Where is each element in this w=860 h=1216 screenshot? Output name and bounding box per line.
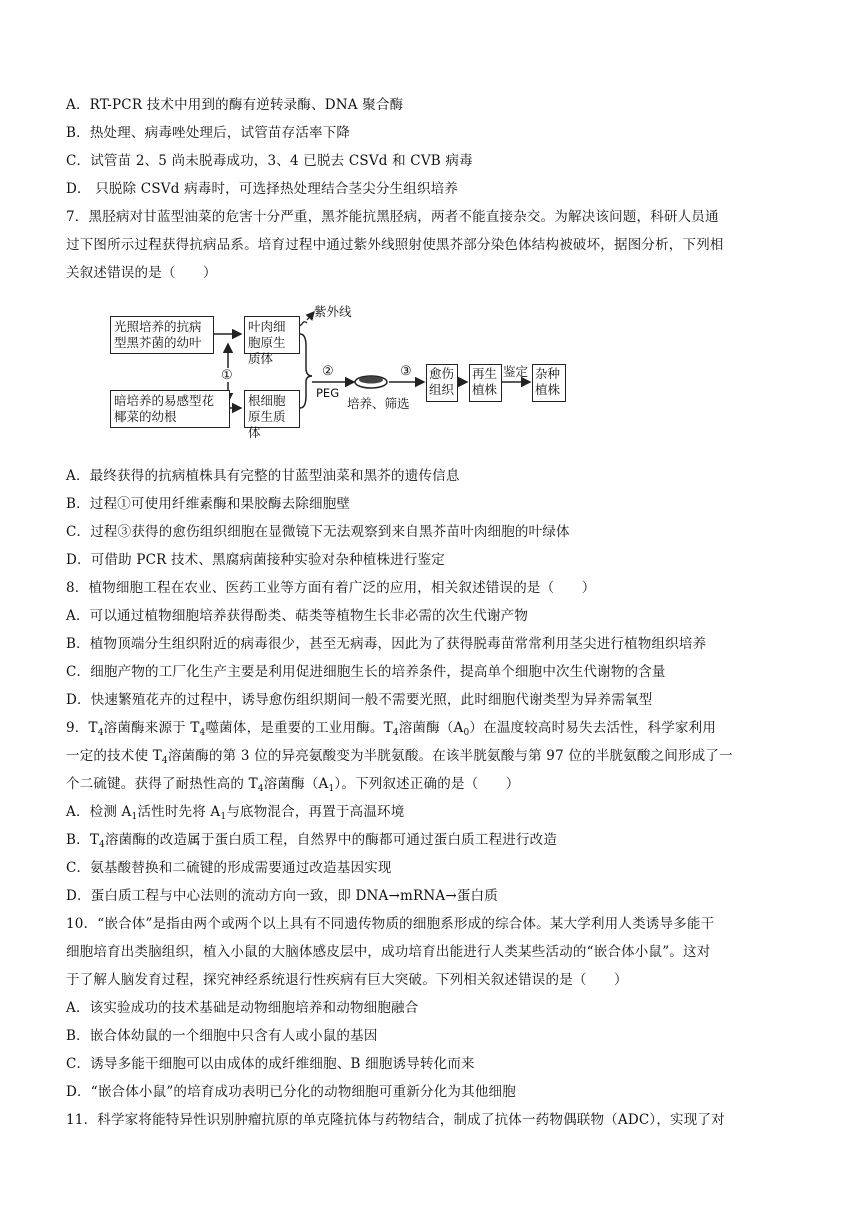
recipient-root-box: 暗培养的易感型花椰菜的幼根 <box>110 390 230 428</box>
culture-screen-label: 培养、筛选 <box>347 396 410 411</box>
q7-stem-line2: 过下图所示过程获得抗病品系。培育过程中通过紫外线照射使黑芥部分染色体结构被破坏，据图分析，下列相 <box>66 237 724 253</box>
q7-option-c: C．过程③获得的愈伤组织细胞在显微镜下无法观察到来自黑芥苗叶肉细胞的叶绿体 <box>66 524 570 540</box>
q6-option-c: C．试管苗 2、5 尚未脱毒成功，3、4 已脱去 CSVd 和 CVB 病毒 <box>66 153 473 169</box>
q10-option-b: B．嵌合体幼鼠的一个细胞中只含有人或小鼠的基因 <box>66 1028 378 1044</box>
q10-option-a: A．该实验成功的技术基础是动物细胞培养和动物细胞融合 <box>66 1000 419 1016</box>
q6-option-a: A．RT-PCR 技术中用到的酶有逆转录酶、DNA 聚合酶 <box>66 97 404 113</box>
q7-stem-line1: 7．黑胫病对甘蓝型油菜的危害十分严重，黑芥能抗黑胫病，两者不能直接杂交。为解决该问题，科研人员通 <box>66 209 719 225</box>
q9-stem-line2: 一定的技术使 $T_4$溶菌酶的第 3 位的异亮氨酸变为半胱氨酸。在该半胱氨酸与第 97 位的半胱氨酸之间形成了一 <box>66 748 733 766</box>
mesophyll-protoplast-box: 叶肉细胞原生质体 <box>244 316 300 354</box>
flow-diagram <box>104 298 574 448</box>
q9-option-b: B．$T_4$溶菌酶的改造属于蛋白质工程，自然界中的酶都可通过蛋白质工程进行改造 <box>66 832 558 850</box>
step2-label: ② <box>322 364 334 379</box>
q11-stem-line1: 11．科学家将能特异性识别肿瘤抗原的单克隆抗体与药物结合，制成了抗体一药物偶联物（ADC），实现了对 <box>66 1112 725 1128</box>
q8-option-c: C．细胞产物的工厂化生产主要是利用促进细胞生长的培养条件，提高单个细胞中次生代谢物的含量 <box>66 664 666 680</box>
q9-option-a: A．检测 $A_1$活性时先将 $A_1$与底物混合，再置于高温环境 <box>66 804 405 822</box>
step1-label: ① <box>221 368 233 383</box>
hybrid-plant-box: 杂种植株 <box>532 364 566 402</box>
q9-option-d: D．蛋白质工程与中心法则的流动方向一致，即 DNA→mRNA→蛋白质 <box>66 888 498 904</box>
q7-stem-line3: 关叙述错误的是（ ） <box>66 265 217 281</box>
q6-option-b: B．热处理、病毒唑处理后，试管苗存活率下降 <box>66 125 351 141</box>
q7-option-a: A．最终获得的抗病植株具有完整的甘蓝型油菜和黑芥的遗传信息 <box>66 468 460 484</box>
q10-stem-line3: 于了解人脑发育过程，探究神经系统退行性疾病有巨大突破。下列相关叙述错误的是（ ） <box>66 972 628 988</box>
q9-stem-line3: 个二硫键。获得了耐热性高的 $T_4$溶菌酶$(A_1)$。下列叙述正确的是（ ） <box>66 776 520 794</box>
uv-label: 紫外线 <box>314 304 352 319</box>
callus-box: 愈伤组织 <box>426 364 458 402</box>
identify-label: 鉴定 <box>503 364 529 379</box>
root-protoplast-box: 根细胞原生质体 <box>244 390 300 428</box>
q10-option-d: D．“嵌合体小鼠”的培育成功表明已分化的动物细胞可重新分化为其他细胞 <box>66 1084 516 1100</box>
q10-stem-line2: 细胞培育出类脑组织，植入小鼠的大脑体感皮层中，成功培育出能进行人类某些活动的“嵌合体小鼠”。这对 <box>66 944 711 960</box>
regenerated-plant-box: 再生植株 <box>469 364 502 402</box>
q10-stem-line1: 10．“嵌合体”是指由两个或两个以上具有不同遗传物质的细胞系形成的综合体。某大学利用人类诱导多能干 <box>66 916 715 932</box>
q8-stem: 8．植物细胞工程在农业、医药工业等方面有着广泛的应用，相关叙述错误的是（ ） <box>66 580 596 596</box>
q8-option-b: B．植物顶端分生组织附近的病毒很少，甚至无病毒，因此为了获得脱毒苗常常利用茎尖进行植物组织培养 <box>66 636 707 652</box>
q7-option-b: B．过程①可使用纤维素酶和果胶酶去除细胞壁 <box>66 496 351 512</box>
donor-leaf-box: 光照培养的抗病型黑芥菌的幼叶 <box>110 316 214 354</box>
q9-option-c: C．氨基酸替换和二硫键的形成需要通过改造基因实现 <box>66 860 392 876</box>
q8-option-d: D．快速繁殖花卉的过程中，诱导愈伤组织期间一般不需要光照，此时细胞代谢类型为异养需氧型 <box>66 692 653 708</box>
q8-option-a: A．可以通过植物细胞培养获得酚类、萜类等植物生长非必需的次生代谢产物 <box>66 608 529 624</box>
q6-option-d: D． 只脱除 CSVd 病毒时，可选择热处理结合茎尖分生组织培养 <box>66 181 459 197</box>
peg-label: PEG <box>316 386 340 400</box>
q9-stem-line1: 9．$T_4$溶菌酶来源于 $T_4$噬菌体，是重要的工业用酶。$T_4$溶菌酶$(A_0)$在温度较高时易失去活性，科学家利用 <box>66 720 717 738</box>
q10-option-c: C．诱导多能干细胞可以由成体的成纤维细胞、B 细胞诱导转化而来 <box>66 1056 475 1072</box>
q7-option-d: D．可借助 PCR 技术、黑腐病菌接种实验对杂种植株进行鉴定 <box>66 552 445 568</box>
step3-label: ③ <box>400 364 412 379</box>
